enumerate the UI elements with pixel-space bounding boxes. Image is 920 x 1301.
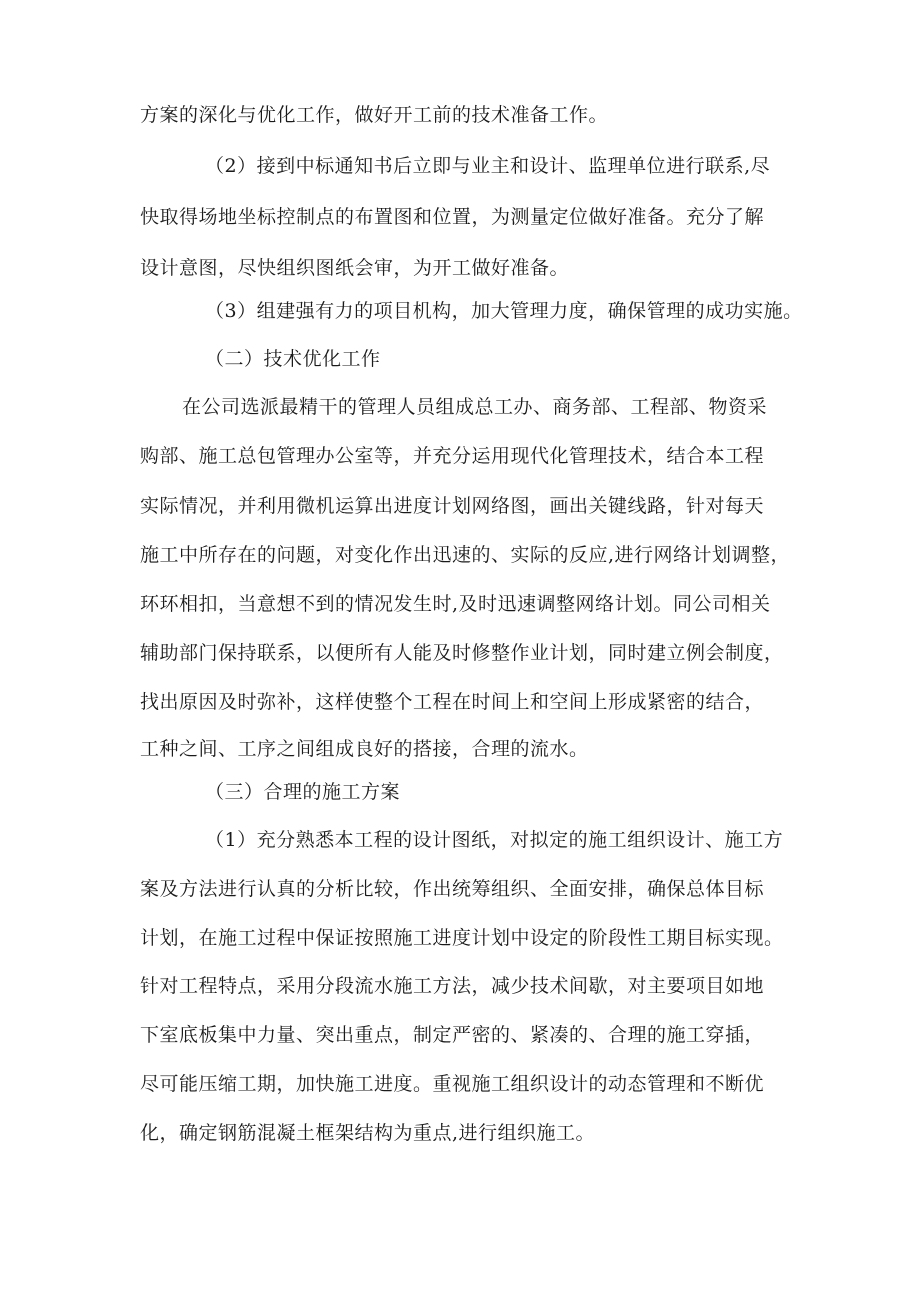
paragraph-line: 计划，在施工过程中保证按照施工进度计划中设定的阶段性工期目标实现。: [140, 927, 784, 949]
paragraph-line: （1）充分熟悉本工程的设计图纸，对拟定的施工组织设计、施工方: [205, 829, 784, 851]
paragraph-line: 案及方法进行认真的分析比较，作出统筹组织、全面安排，确保总体目标: [140, 878, 765, 900]
paragraph-line: 在公司选派最精干的管理人员组成总工办、商务部、工程部、物资采: [182, 396, 768, 418]
paragraph-line: 快取得场地坐标控制点的布置图和位置，为测量定位做好准备。充分了解: [140, 206, 765, 228]
paragraph-line: 施工中所存在的问题，对变化作出迅速的、实际的反应,进行网络计划调整，: [140, 544, 791, 566]
paragraph-line: 化，确定钢筋混凝土框架结构为重点,进行组织施工。: [140, 1122, 596, 1144]
paragraph-line: （2）接到中标通知书后立即与业主和设计、监理单位进行联系,尽: [205, 155, 771, 177]
paragraph-line: 方案的深化与优化工作，做好开工前的技术准备工作。: [140, 104, 609, 126]
paragraph-line: 环环相扣，当意想不到的情况发生时,及时迅速调整网络计划。同公司相关: [140, 593, 771, 615]
paragraph-line: 针对工程特点，采用分段流水施工方法，减少技术间歇，对主要项目如地: [140, 975, 765, 997]
paragraph-line: 工种之间、工序之间组成良好的搭接，合理的流水。: [140, 738, 589, 760]
section-heading: （三）合理的施工方案: [205, 781, 401, 803]
paragraph-line: 辅助部门保持联系，以便所有人能及时修整作业计划，同时建立例会制度，: [140, 642, 784, 664]
paragraph-line: 实际情况，并利用微机运算出进度计划网络图，画出关键线路，针对每天: [140, 495, 765, 517]
section-heading: （二）技术优化工作: [205, 348, 381, 370]
paragraph-line: 设计意图，尽快组织图纸会审，为开工做好准备。: [140, 257, 570, 279]
paragraph-line: 购部、施工总包管理办公室等，并充分运用现代化管理技术，结合本工程: [140, 445, 765, 467]
paragraph-line: 尽可能压缩工期，加快施工进度。重视施工组织设计的动态管理和不断优: [140, 1073, 765, 1095]
paragraph-line: 找出原因及时弥补，这样使整个工程在时间上和空间上形成紧密的结合，: [140, 691, 765, 713]
paragraph-line: 下室底板集中力量、突出重点，制定严密的、紧凑的、合理的施工穿插，: [140, 1024, 765, 1046]
paragraph-line: （3）组建强有力的项目机构，加大管理力度，确保管理的成功实施。: [205, 300, 803, 322]
